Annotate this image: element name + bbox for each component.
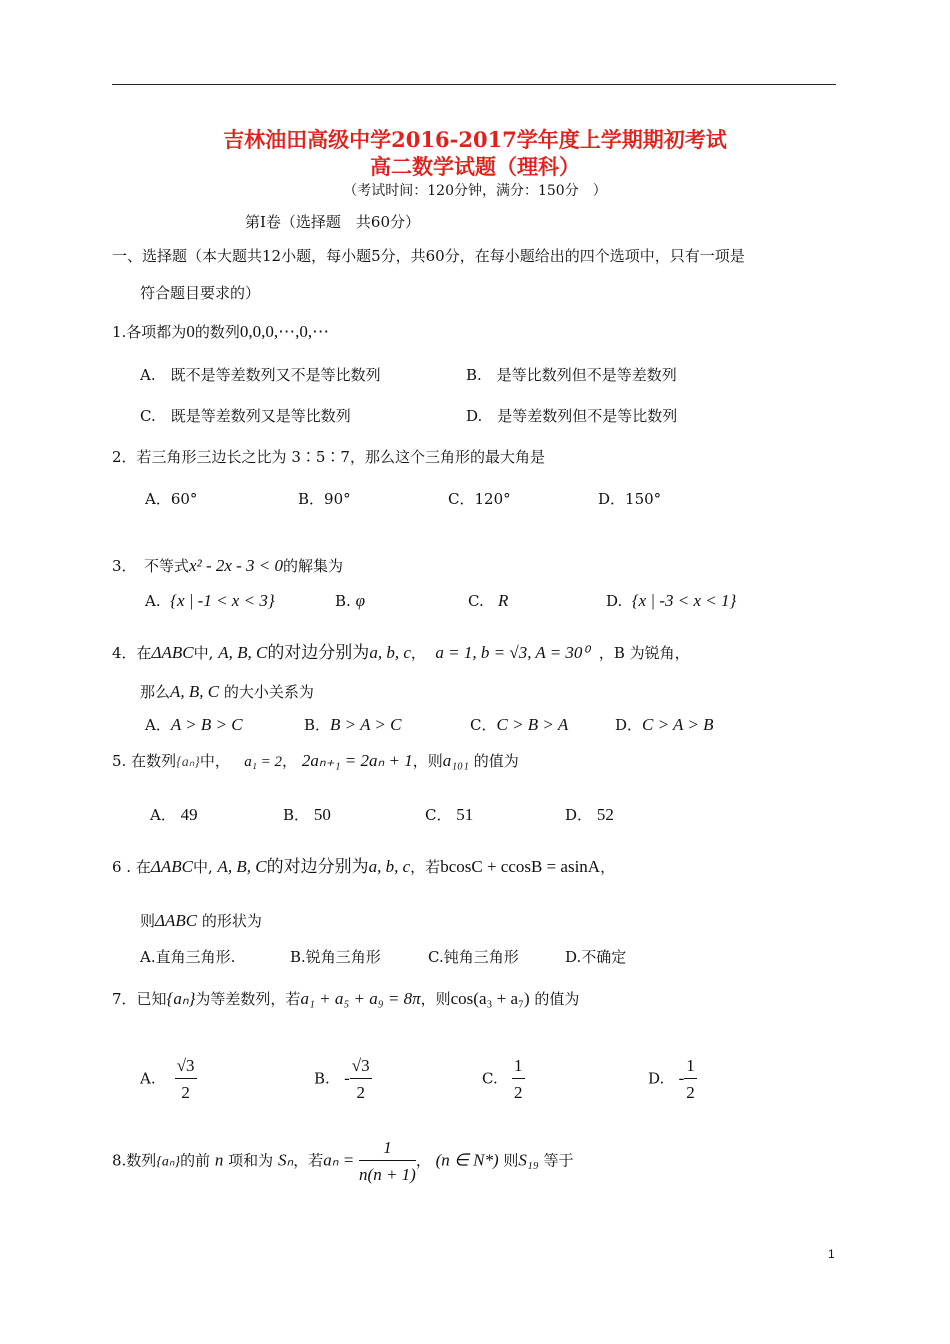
q7-sequence: {aₙ} bbox=[166, 989, 196, 1008]
q3-d-math: {x | -3 < x < 1} bbox=[631, 591, 737, 610]
q4-a-math: A > B > C bbox=[170, 715, 243, 734]
q2-option-a: A．60° bbox=[145, 490, 198, 508]
question-6-line2 bbox=[140, 910, 262, 931]
q7-a-label: A. bbox=[140, 1069, 156, 1088]
q7-b-sign: - bbox=[344, 1068, 350, 1088]
q5-mid: 中， bbox=[199, 752, 230, 770]
q8-mid2: 项和为 bbox=[228, 1151, 274, 1170]
q5-a1: a₁ = 2 bbox=[244, 754, 283, 770]
q5-d-label: D． bbox=[565, 806, 593, 824]
q6-line2-triangle: ΔABC bbox=[155, 911, 198, 930]
q7-condition: a₁ + a₅ + a₉ = 8π bbox=[300, 989, 421, 1008]
q4-sides: a, b, c bbox=[369, 643, 411, 662]
q7-a-num: √3 bbox=[175, 1056, 197, 1079]
q8-fraction bbox=[359, 1138, 416, 1185]
q3-b-math: φ bbox=[355, 591, 365, 610]
q2-option-d: D．150° bbox=[598, 490, 662, 508]
q6-tail: ， bbox=[600, 858, 616, 876]
q7-option-b bbox=[314, 1056, 372, 1103]
q4-angles: A, B, C bbox=[218, 643, 268, 662]
q5-num: 5. 在数列 bbox=[112, 752, 177, 770]
q5-tail: 的值为 bbox=[473, 752, 519, 770]
q7-d-num: 1 bbox=[684, 1056, 697, 1079]
q6-option-a: A.直角三角形. bbox=[140, 948, 236, 966]
q1-stem-text: 1.各项都为 bbox=[112, 323, 187, 341]
q5-b-value: 50 bbox=[313, 805, 331, 824]
q7-c-fraction bbox=[512, 1056, 525, 1103]
q3-option-c bbox=[468, 591, 508, 611]
q7-expression: cos(a₃ + a₇) bbox=[450, 989, 530, 1008]
q3-option-d bbox=[606, 591, 736, 611]
q8-comma: ， bbox=[415, 1151, 431, 1170]
q7-b-den: 2 bbox=[356, 1083, 365, 1102]
q7-d-fraction bbox=[684, 1056, 697, 1103]
q1-option-a: A. 既不是等差数列又不是等比数列 bbox=[140, 366, 381, 384]
question-5-stem: 5. 在数列{aₙ}中， a₁ = 2， 2aₙ₊₁ = 2aₙ + 1，则a₁₀₁ 的值为 bbox=[112, 751, 519, 770]
q7-mid: 为等差数列，若 bbox=[195, 990, 301, 1008]
q6-option-d: D.不确定 bbox=[565, 948, 627, 966]
header-rule bbox=[112, 84, 836, 85]
q4-num: 4．在 bbox=[112, 644, 152, 662]
question-4-stem bbox=[112, 638, 690, 663]
q8-frac-num: 1 bbox=[359, 1138, 416, 1161]
q7-tail: 的值为 bbox=[534, 990, 580, 1008]
q5-a-value: 49 bbox=[180, 805, 198, 824]
q4-line2-post: 的大小关系为 bbox=[223, 683, 314, 701]
q5-option-b bbox=[283, 804, 331, 825]
q5-c-value: 51 bbox=[456, 805, 474, 824]
q4-d-math: C > A > B bbox=[642, 715, 714, 734]
question-2-stem: 2．若三角形三边长之比为 3∶5∶7，那么这个三角形的最大角是 bbox=[112, 448, 545, 466]
q1-option-d: D. 是等差数列但不是等比数列 bbox=[466, 407, 678, 425]
q4-b-label: B． bbox=[304, 716, 331, 734]
exam-title: 吉林油田高级中学2016-2017学年度上学期期初考试 bbox=[223, 127, 727, 152]
q4-option-a bbox=[145, 714, 243, 735]
q8-ruo: ，若 bbox=[293, 1151, 324, 1170]
q5-a101: a₁₀₁ bbox=[442, 751, 469, 770]
q7-b-num: √3 bbox=[350, 1056, 372, 1079]
exam-info: （考试时间：120分钟，满分：150分 ） bbox=[343, 183, 607, 199]
q3-num: 3． 不等式 bbox=[112, 557, 190, 575]
q5-option-a bbox=[150, 804, 198, 825]
q5-a-label: A． bbox=[150, 806, 176, 824]
q1-sequence: 0,0,0,⋯,0,⋯ bbox=[239, 322, 330, 341]
exam-subtitle: 高二数学试题（理科） bbox=[370, 154, 580, 179]
q6-equation: bcosC + ccosB = asinA bbox=[440, 857, 601, 876]
q4-triangle: ΔABC bbox=[151, 643, 194, 662]
q6-ruo: ，若 bbox=[410, 858, 441, 876]
q3-option-a bbox=[145, 591, 275, 611]
question-8-stem bbox=[112, 1138, 574, 1185]
q4-option-d bbox=[615, 714, 713, 735]
q6-num: 6 . 在 bbox=[112, 858, 151, 876]
q8-condition: (n ∈ N*) bbox=[435, 1150, 499, 1170]
q4-option-c bbox=[470, 714, 568, 735]
q2-option-b: B．90° bbox=[298, 490, 351, 508]
q5-ze: ，则 bbox=[412, 752, 443, 770]
q6-line2-post: 的形状为 bbox=[201, 912, 262, 930]
q7-c-label: C. bbox=[482, 1069, 498, 1088]
question-6-stem bbox=[112, 852, 615, 877]
q8-sequence: {aₙ} bbox=[156, 1154, 181, 1170]
q3-c-math: R bbox=[498, 591, 509, 610]
q4-comma: ， bbox=[410, 644, 426, 662]
q4-b-math: B > A > C bbox=[330, 715, 402, 734]
q4-c-label: C． bbox=[470, 716, 497, 734]
q4-d-label: D． bbox=[615, 716, 643, 734]
question-4-line2 bbox=[140, 681, 314, 702]
q3-option-b bbox=[335, 591, 365, 611]
q1-option-b: B. 是等比数列但不是等差数列 bbox=[466, 366, 677, 384]
q7-option-a bbox=[140, 1056, 197, 1103]
q4-condition: a = 1, b = √3, A = 30⁰ bbox=[435, 643, 590, 662]
q6-option-b: B.锐角三角形 bbox=[290, 948, 381, 966]
instruction-line1: 一、选择题（本大题共12小题，每小题5分，共60分，在每小题给出的四个选项中，只有一项是 bbox=[112, 247, 745, 265]
q7-d-den: 2 bbox=[686, 1083, 695, 1102]
q4-mid: 中, bbox=[193, 644, 214, 662]
q3-c-label: C. bbox=[468, 592, 484, 610]
instruction-line2: 符合题目要求的） bbox=[140, 284, 261, 302]
q7-num: 7．已知 bbox=[112, 990, 167, 1008]
q3-a-math: {x | -1 < x < 3} bbox=[170, 591, 275, 610]
q7-d-label: D. bbox=[648, 1069, 665, 1088]
q5-b-label: B． bbox=[283, 806, 310, 824]
q3-inequality: x² - 2x - 3 < 0 bbox=[189, 556, 284, 575]
q3-b-label: B. bbox=[335, 592, 351, 610]
q7-d-sign: - bbox=[678, 1068, 685, 1088]
q7-option-d bbox=[648, 1056, 697, 1103]
q8-an: aₙ = bbox=[323, 1150, 355, 1170]
q5-c-label: C． bbox=[425, 806, 452, 824]
question-3-stem bbox=[112, 555, 343, 576]
q1-zero: 0 bbox=[186, 322, 195, 341]
q6-triangle: ΔABC bbox=[150, 857, 193, 876]
q2-option-c: C．120° bbox=[448, 490, 511, 508]
q4-a-label: A． bbox=[145, 716, 171, 734]
q8-tail: 等于 bbox=[543, 1151, 574, 1170]
q5-option-d bbox=[565, 804, 614, 825]
section-title: 第Ⅰ卷（选择题 共60分） bbox=[245, 213, 421, 231]
q5-recurrence: 2aₙ₊₁ = 2aₙ + 1 bbox=[301, 751, 413, 770]
q4-option-b bbox=[304, 714, 401, 735]
q6-angles: A, B, C bbox=[217, 857, 267, 876]
q4-rel: 的对边分别为 bbox=[267, 643, 370, 662]
q7-c-num: 1 bbox=[512, 1056, 525, 1079]
q3-stem-text: 的解集为 bbox=[283, 557, 344, 575]
q6-line2-pre: 则 bbox=[140, 912, 156, 930]
q7-ze: ，则 bbox=[420, 990, 451, 1008]
q7-b-fraction bbox=[350, 1056, 372, 1103]
question-7-stem bbox=[112, 988, 579, 1009]
q7-option-c bbox=[482, 1056, 525, 1103]
q8-s19: S₁₉ bbox=[518, 1150, 539, 1170]
q3-d-label: D. bbox=[606, 592, 623, 610]
q6-option-c: C.钝角三角形 bbox=[428, 948, 519, 966]
q7-a-den: 2 bbox=[181, 1083, 190, 1102]
q5-d-value: 52 bbox=[596, 805, 614, 824]
q8-ze: 则 bbox=[503, 1151, 519, 1170]
q5-option-c bbox=[425, 804, 473, 825]
q8-sn: Sₙ bbox=[277, 1150, 294, 1170]
q6-mid: 中, bbox=[192, 858, 213, 876]
q7-c-den: 2 bbox=[514, 1083, 523, 1102]
q6-sides: a, b, c bbox=[368, 857, 411, 876]
q4-tail: ，B 为锐角， bbox=[598, 644, 690, 662]
q8-mid: 的前 bbox=[180, 1151, 211, 1170]
q4-line2-angles: A, B, C bbox=[170, 682, 220, 701]
q3-a-label: A. bbox=[145, 592, 161, 610]
q8-frac-den: n(n + 1) bbox=[359, 1165, 416, 1184]
question-1-stem bbox=[112, 321, 329, 342]
q7-a-fraction bbox=[175, 1056, 197, 1103]
q4-line2-pre: 那么 bbox=[140, 683, 171, 701]
q5-sequence: {aₙ} bbox=[176, 755, 200, 770]
page-number: 1 bbox=[828, 1247, 835, 1261]
q1-option-c: C. 既是等差数列又是等比数列 bbox=[140, 407, 351, 425]
q8-num: 8.数列 bbox=[112, 1151, 157, 1170]
q1-stem-text2: 的数列 bbox=[194, 323, 240, 341]
q6-rel: 的对边分别为 bbox=[266, 857, 369, 876]
q8-n: n bbox=[214, 1150, 224, 1170]
q4-c-math: C > B > A bbox=[496, 715, 569, 734]
q7-b-label: B. bbox=[314, 1069, 330, 1088]
